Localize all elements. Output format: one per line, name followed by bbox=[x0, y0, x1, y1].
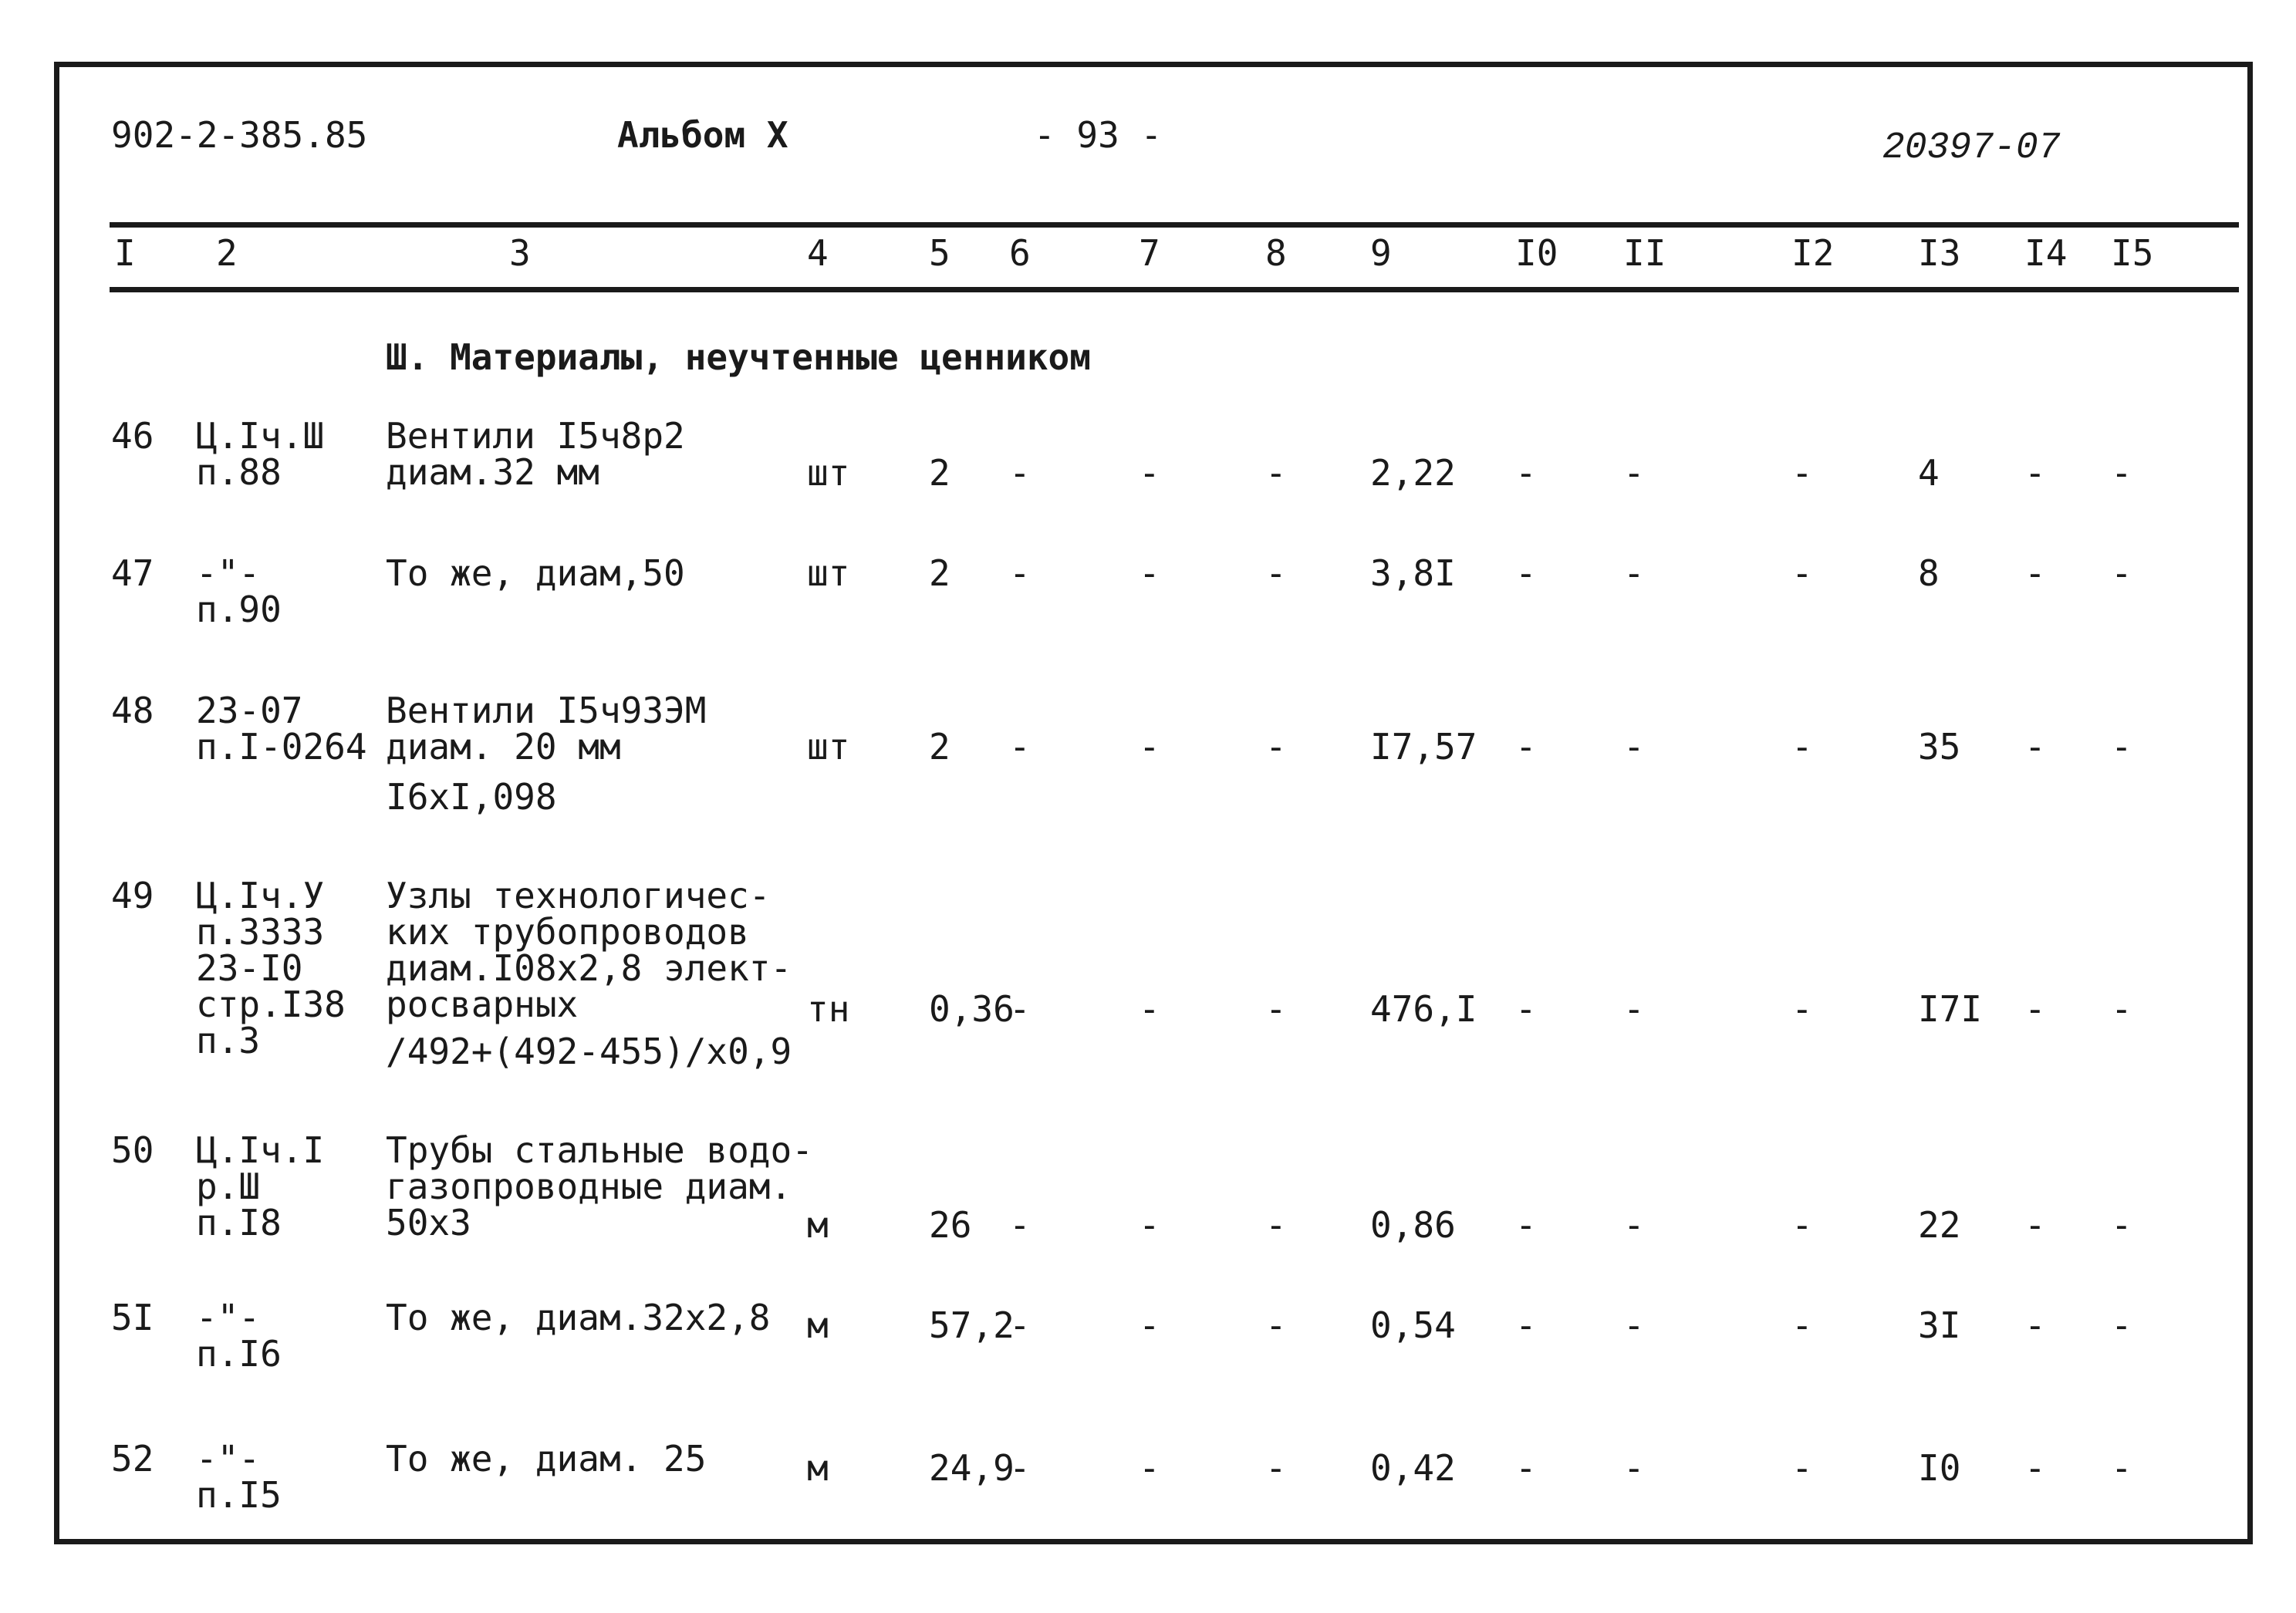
column-header-8: 8 bbox=[1265, 232, 1287, 274]
row-description: То же, диам.32x2,8 bbox=[386, 1297, 771, 1338]
row-reference: -"- п.90 bbox=[196, 552, 282, 630]
row-c5: 26 bbox=[929, 1204, 972, 1246]
row-description: То же, диам,50 bbox=[386, 552, 685, 594]
row-c11: - bbox=[1623, 988, 1645, 1030]
row-c10: - bbox=[1515, 988, 1537, 1030]
row-c15: - bbox=[2111, 452, 2132, 494]
row-reference: Ц.Iч.Ш п.88 bbox=[196, 415, 325, 493]
row-number: 49 bbox=[111, 875, 154, 916]
row-c7: - bbox=[1139, 1204, 1160, 1246]
row-c14: - bbox=[2024, 452, 2046, 494]
row-c15: - bbox=[2111, 1304, 2132, 1346]
row-c6: - bbox=[1009, 1304, 1031, 1346]
row-c15: - bbox=[2111, 1204, 2132, 1246]
row-c12: - bbox=[1791, 1204, 1813, 1246]
row-c11: - bbox=[1623, 726, 1645, 768]
row-c5: 2 bbox=[929, 452, 950, 494]
row-c12: - bbox=[1791, 552, 1813, 594]
row-c13: I7I bbox=[1918, 988, 1983, 1030]
row-number: 46 bbox=[111, 415, 154, 457]
column-header-3: 3 bbox=[509, 232, 531, 274]
column-header-14: I4 bbox=[2024, 232, 2068, 274]
row-c12: - bbox=[1791, 452, 1813, 494]
row-unit: тн bbox=[807, 988, 850, 1030]
column-header-1: I bbox=[114, 232, 136, 274]
row-c9: 2,22 bbox=[1370, 452, 1456, 494]
row-c14: - bbox=[2024, 552, 2046, 594]
row-c10: - bbox=[1515, 552, 1537, 594]
sheet-code: 20397-07 bbox=[1882, 127, 2061, 169]
row-c10: - bbox=[1515, 1204, 1537, 1246]
row-c10: - bbox=[1515, 726, 1537, 768]
section-title: Ш. Материалы, неучтенные ценником bbox=[386, 336, 1091, 378]
row-c7: - bbox=[1139, 1304, 1160, 1346]
row-c6: - bbox=[1009, 1447, 1031, 1489]
row-c7: - bbox=[1139, 452, 1160, 494]
row-description: Узлы технологичес- ких трубопроводов диам.I08x2,8 элект- росварных bbox=[386, 875, 792, 1025]
row-c6: - bbox=[1009, 452, 1031, 494]
column-header-4: 4 bbox=[807, 232, 829, 274]
row-c11: - bbox=[1623, 452, 1645, 494]
row-reference: 23-07 п.I-0264 bbox=[196, 690, 367, 768]
row-c7: - bbox=[1139, 988, 1160, 1030]
row-c11: - bbox=[1623, 1204, 1645, 1246]
row-c11: - bbox=[1623, 1304, 1645, 1346]
column-header-7: 7 bbox=[1139, 232, 1160, 274]
row-c8: - bbox=[1265, 1304, 1287, 1346]
row-c9: I7,57 bbox=[1370, 726, 1477, 768]
row-c5: 0,36 bbox=[929, 988, 1015, 1030]
column-header-9: 9 bbox=[1370, 232, 1392, 274]
row-c12: - bbox=[1791, 988, 1813, 1030]
row-c13: 8 bbox=[1918, 552, 1940, 594]
row-unit: м bbox=[807, 1204, 829, 1246]
row-c11: - bbox=[1623, 552, 1645, 594]
row-c5: 2 bbox=[929, 552, 950, 594]
row-c8: - bbox=[1265, 1447, 1287, 1489]
row-c8: - bbox=[1265, 552, 1287, 594]
row-description: Трубы стальные водо- газопроводные диам. 50x3 bbox=[386, 1129, 813, 1243]
row-c6: - bbox=[1009, 552, 1031, 594]
row-c13: 22 bbox=[1918, 1204, 1961, 1246]
row-c6: - bbox=[1009, 726, 1031, 768]
row-c9: 0,54 bbox=[1370, 1304, 1456, 1346]
row-reference: -"- п.I5 bbox=[196, 1438, 282, 1516]
row-c13: 3I bbox=[1918, 1304, 1961, 1346]
row-reference: Ц.Iч.У п.3333 23-I0 стр.I38 п.3 bbox=[196, 875, 346, 1061]
row-description: Вентили I5ч8р2 диам.32 мм bbox=[386, 415, 685, 493]
row-c15: - bbox=[2111, 988, 2132, 1030]
row-c12: - bbox=[1791, 1447, 1813, 1489]
row-unit: шт bbox=[807, 452, 850, 494]
row-c5: 57,2 bbox=[929, 1304, 1015, 1346]
column-header-12: I2 bbox=[1791, 232, 1835, 274]
row-number: 47 bbox=[111, 552, 154, 594]
row-number: 50 bbox=[111, 1129, 154, 1171]
row-unit: шт bbox=[807, 726, 850, 768]
row-c11: - bbox=[1623, 1447, 1645, 1489]
row-c9: 3,8I bbox=[1370, 552, 1456, 594]
column-header-2: 2 bbox=[216, 232, 238, 274]
row-c6: - bbox=[1009, 988, 1031, 1030]
doc-code: 902-2-385.85 bbox=[111, 114, 368, 156]
row-c5: 2 bbox=[929, 726, 950, 768]
row-c13: I0 bbox=[1918, 1447, 1961, 1489]
row-number: 48 bbox=[111, 690, 154, 731]
row-c7: - bbox=[1139, 726, 1160, 768]
row-number: 52 bbox=[111, 1438, 154, 1480]
page-number: - 93 - bbox=[1034, 114, 1163, 156]
row-c14: - bbox=[2024, 1447, 2046, 1489]
header-rule-top bbox=[110, 222, 2239, 228]
row-c10: - bbox=[1515, 452, 1537, 494]
row-calculation: /492+(492-455)/x0,9 bbox=[386, 1031, 792, 1072]
row-c14: - bbox=[2024, 1304, 2046, 1346]
row-c6: - bbox=[1009, 1204, 1031, 1246]
column-header-10: I0 bbox=[1515, 232, 1558, 274]
row-c9: 0,86 bbox=[1370, 1204, 1456, 1246]
row-c14: - bbox=[2024, 1204, 2046, 1246]
row-c13: 4 bbox=[1918, 452, 1940, 494]
album-title: Альбом X bbox=[617, 114, 788, 156]
row-unit: м bbox=[807, 1304, 829, 1346]
row-reference: Ц.Iч.I р.Ш п.I8 bbox=[196, 1129, 325, 1243]
row-description: Вентили I5ч93ЭМ диам. 20 мм bbox=[386, 690, 707, 768]
row-calculation: I6xI,098 bbox=[386, 776, 557, 818]
header-rule-bottom bbox=[110, 287, 2239, 292]
column-header-11: II bbox=[1623, 232, 1666, 274]
column-header-6: 6 bbox=[1009, 232, 1031, 274]
row-c9: 476,I bbox=[1370, 988, 1477, 1030]
row-c9: 0,42 bbox=[1370, 1447, 1456, 1489]
row-c14: - bbox=[2024, 726, 2046, 768]
column-header-15: I5 bbox=[2111, 232, 2154, 274]
row-c7: - bbox=[1139, 552, 1160, 594]
row-c8: - bbox=[1265, 726, 1287, 768]
row-c14: - bbox=[2024, 988, 2046, 1030]
row-c5: 24,9 bbox=[929, 1447, 1015, 1489]
row-number: 5I bbox=[111, 1297, 154, 1338]
row-c15: - bbox=[2111, 552, 2132, 594]
row-c10: - bbox=[1515, 1304, 1537, 1346]
column-header-5: 5 bbox=[929, 232, 950, 274]
row-reference: -"- п.I6 bbox=[196, 1297, 282, 1375]
row-unit: шт bbox=[807, 552, 850, 594]
column-header-13: I3 bbox=[1918, 232, 1961, 274]
row-c13: 35 bbox=[1918, 726, 1961, 768]
row-c12: - bbox=[1791, 726, 1813, 768]
row-c8: - bbox=[1265, 452, 1287, 494]
row-c8: - bbox=[1265, 1204, 1287, 1246]
row-c12: - bbox=[1791, 1304, 1813, 1346]
row-c15: - bbox=[2111, 1447, 2132, 1489]
row-c15: - bbox=[2111, 726, 2132, 768]
row-description: То же, диам. 25 bbox=[386, 1438, 707, 1480]
row-c8: - bbox=[1265, 988, 1287, 1030]
row-c10: - bbox=[1515, 1447, 1537, 1489]
row-c7: - bbox=[1139, 1447, 1160, 1489]
row-unit: м bbox=[807, 1447, 829, 1489]
